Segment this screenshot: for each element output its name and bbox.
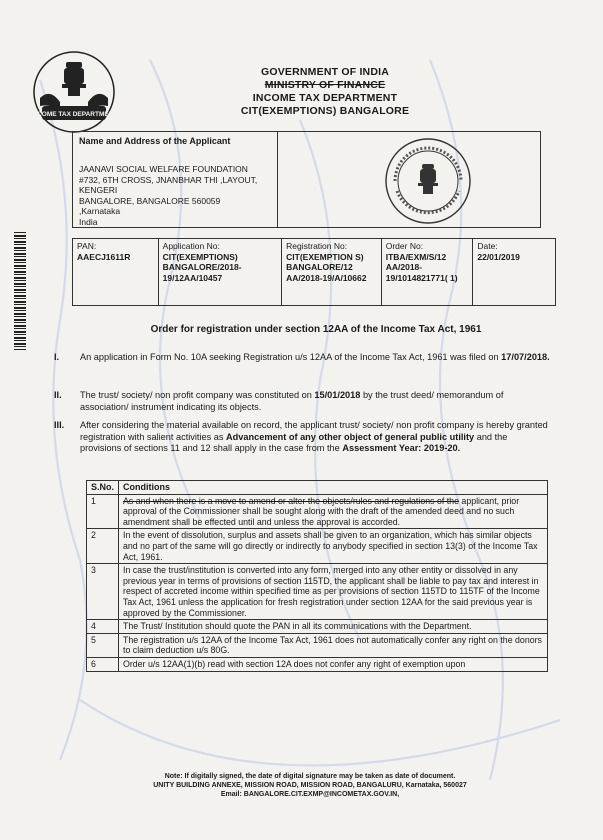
order-number-value: ITBA/EXM/S/12 AA/2018-19/1014821771( 1) xyxy=(385,251,458,283)
applicant-address-cell xyxy=(73,132,278,227)
application-value: CIT(EXEMPTIONS) BANGALORE/2018-19/12AA/10457 xyxy=(162,251,242,283)
header-line-2: MINISTRY OF FINANCE xyxy=(264,79,386,91)
condition-text: applicant, prior approval of the Commissioner shall be sought along with the draft of the amended deed and no such amendment shall be effected until and unless the approval is accorded. xyxy=(123,495,520,527)
paragraph-3 xyxy=(54,420,550,455)
emblem-ribbon-text: INCOME TAX DEPARTMENT xyxy=(30,111,118,118)
paragraph-text: An application in Form No. 10A seeking Registration u/s 12AA of the Income Tax Act, 1961 was filed on xyxy=(80,352,502,362)
applicant-box xyxy=(72,131,541,228)
header-line-1: GOVERNMENT OF INDIA xyxy=(260,66,390,78)
registration-cell xyxy=(282,239,382,305)
paragraph-text: The trust/ society/ non profit company was constituted on xyxy=(80,390,315,400)
table-row xyxy=(87,633,548,657)
info-row xyxy=(72,238,556,306)
row-number: 2 xyxy=(87,529,119,564)
applicant-name: JAANAVI SOCIAL WELFARE FOUNDATION xyxy=(79,164,248,174)
constituted-date: 15/01/2018 xyxy=(314,390,361,400)
footer xyxy=(100,772,520,799)
order-number-label: Order No: xyxy=(385,241,424,251)
row-number: 5 xyxy=(87,633,119,657)
address-line: BANGALORE, BANGALORE 560059 xyxy=(79,195,221,206)
header-line-4: CIT(EXEMPTIONS) BANGALORE xyxy=(240,105,410,117)
salient-activity: Advancement of any other object of general public utility xyxy=(226,431,475,442)
row-number: 4 xyxy=(87,620,119,634)
footer-note: Note: If digitally signed, the date of digital signature may be taken as date of document. xyxy=(164,773,456,780)
paragraph-number: I. xyxy=(54,352,60,362)
pan-label: PAN: xyxy=(77,241,97,251)
table-row xyxy=(87,657,548,671)
paragraph-number: II. xyxy=(54,390,62,400)
date-label: Date: xyxy=(477,241,498,251)
condition-text: In the event of dissolution, surplus and assets shall be given to an organization, which has similar objects and no part of the same will go directly or indirectly to anybody specified in section 13(3) of the Income Tax Act, 1961. xyxy=(119,529,548,564)
struck-text: As and when there is a move to amend or alter the objects/rules and regulations of the xyxy=(123,495,459,506)
row-number: 3 xyxy=(87,564,119,620)
footer-address: UNITY BUILDING ANNEXE, MISSION ROAD, MISSION ROAD, BANGALURU, Karnataka, 560027 xyxy=(153,782,467,789)
pan-cell xyxy=(73,239,159,305)
footer-email: Email: BANGALORE.CIT.EXMP@INCOMETAX.GOV.IN, xyxy=(220,791,400,798)
assessment-year: Assessment Year: 2019-20. xyxy=(342,443,461,453)
registration-value: CIT(EXEMPTION S) BANGALORE/12 AA/2018-19/A/10662 xyxy=(286,251,367,283)
row-number: 1 xyxy=(87,494,119,529)
barcode xyxy=(14,232,26,350)
paragraph-1 xyxy=(54,352,550,364)
date-cell xyxy=(473,239,555,305)
condition-text: Order u/s 12AA(1)(b) read with section 12A does not confer any right of exemption upon xyxy=(119,657,548,671)
row-number: 6 xyxy=(87,657,119,671)
paragraph-2 xyxy=(54,390,550,413)
paragraph-text: After considering the material available on record, the applicant trust/ society/ non profit company is hereby granted registration with salient activities as xyxy=(80,420,548,442)
table-row xyxy=(87,620,548,634)
address-line: KENGERI xyxy=(79,185,118,195)
filed-date: 17/07/2018. xyxy=(501,352,550,362)
conditions-header: Conditions xyxy=(119,481,548,495)
condition-text: The Trust/ Institution should quote the PAN in all its communications with the Department. xyxy=(119,620,548,634)
order-number-cell xyxy=(382,239,474,305)
table-row xyxy=(87,529,548,564)
address-line: #732, 6TH CROSS, JNANBHAR THI ,LAYOUT, xyxy=(79,174,258,185)
emblem-logo xyxy=(30,48,118,136)
order-title: Order for registration under section 12AA of the Income Tax Act, 1961 xyxy=(150,324,482,335)
pan-value: AAECJ1611R xyxy=(77,251,131,262)
address-line: India xyxy=(79,216,98,227)
conditions-table xyxy=(86,480,548,672)
registration-label: Registration No: xyxy=(286,241,348,251)
applicant-title: Name and Address of the Applicant xyxy=(79,136,231,146)
application-cell xyxy=(159,239,282,305)
row-text xyxy=(119,494,548,529)
address-line: ,Karnataka xyxy=(79,206,121,216)
applicant-address xyxy=(79,164,271,227)
header xyxy=(200,66,450,118)
sno-header: S.No. xyxy=(87,481,119,495)
application-label: Application No: xyxy=(162,241,220,251)
table-header-row xyxy=(87,481,548,495)
condition-text: In case the trust/institution is converted into any form, merged into any other entity or dissolved in any previous year in terms of provisions of section 115TD, the applicant shall be liable to pay tax and interest in respect of accreted income within specified time as per provisions of section 115TD to 115TF of the Income Tax Act, 1961 unless the application for fresh registration under section 12AA for the said previous year is approved by the Commissioner. xyxy=(119,564,548,620)
date-value: 22/01/2019 xyxy=(477,251,520,262)
paragraph-number: III. xyxy=(54,420,65,430)
paragraph-text: by the trust deed/ memorandum of association/ instrument indicating its objects. xyxy=(80,390,504,412)
table-row xyxy=(87,564,548,620)
paragraph-text: and the provisions of sections 11 and 12 shall apply in the case from the xyxy=(80,431,508,453)
table-row xyxy=(87,494,548,529)
condition-text: The registration u/s 12AA of the Income Tax Act, 1961 does not automatically confer any right on the donors to claim deduction u/s 80G. xyxy=(119,633,548,657)
office-seal xyxy=(383,136,473,226)
header-line-3: INCOME TAX DEPARTMENT xyxy=(252,92,398,104)
